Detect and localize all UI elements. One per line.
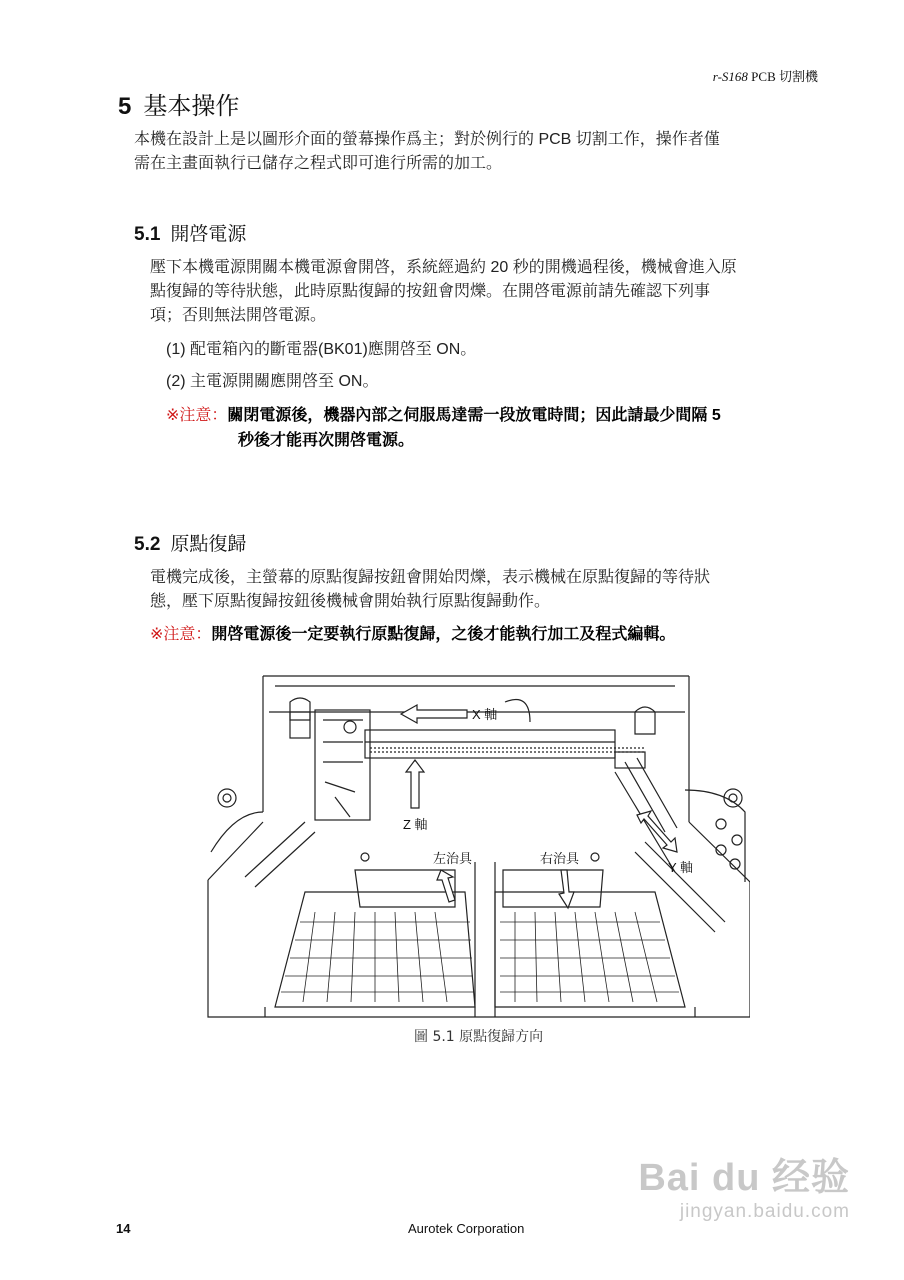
section-5-intro	[134, 128, 814, 176]
body-line: 點復歸的等待狀態，此時原點復歸的按鈕會閃爍。在開啓電源前請先確認下列事	[150, 283, 711, 300]
z-axis-arrow	[406, 760, 424, 808]
left-fixture-label: 左治具	[433, 851, 473, 866]
section-5-2-body	[150, 566, 830, 614]
body-line: 壓下本機電源開關本機電源會開啓，系統經過約 20 秒的開機過程後，機械會進入原	[150, 259, 737, 276]
watermark-url: jingyan.baidu.com	[679, 1201, 850, 1222]
section-title: 原點復歸	[170, 534, 247, 555]
frame-outline	[263, 676, 689, 822]
body-line: 電機完成後，主螢幕的原點復歸按鈕會開始閃爍，表示機械在原點復歸的等待狀	[150, 569, 711, 586]
x-axis-label: X 軸	[472, 707, 498, 722]
right-fixture	[503, 870, 603, 907]
section-5-1-body	[150, 256, 830, 328]
z-axis-label: Z 軸	[403, 817, 428, 832]
intro-line: 需在主畫面執行已儲存之程式即可進行所需的加工。	[134, 155, 503, 172]
running-header	[713, 66, 818, 85]
section-number: 5	[118, 93, 132, 120]
emergency-button-left	[218, 789, 236, 807]
caution-text: 關閉電源後，機器內部之伺服馬達需一段放電時間；因此請最少間隔 5	[227, 407, 721, 424]
section-number: 5.2	[134, 534, 161, 555]
caution-note	[166, 403, 721, 453]
spindle-head	[315, 710, 370, 820]
caution-text: 秒後才能再次開啓電源。	[238, 432, 415, 449]
gantry-beam	[365, 730, 615, 758]
left-fixture-arrow	[437, 870, 455, 902]
list-item: (2) 主電源開關應開啓至 ON。	[166, 373, 379, 390]
caution-text: 開啓電源後一定要執行原點復歸，之後才能執行加工及程式編輯。	[211, 626, 676, 643]
caution-mark: ※注意：	[166, 407, 228, 424]
section-number: 5.1	[134, 224, 161, 245]
machine-figure	[205, 672, 750, 1024]
x-axis-arrow	[401, 705, 467, 723]
figure-caption: 圖 5.1 原點復歸方向	[414, 1029, 544, 1045]
caution-note	[150, 622, 675, 647]
section-5-2-heading	[134, 529, 246, 556]
list-item: (1) 配電箱內的斷電器(BK01)應開啓至 ON。	[166, 341, 477, 358]
page-number: 14	[116, 1221, 131, 1236]
model-name: r-S168	[712, 69, 748, 84]
footer-company: Aurotek Corporation	[408, 1221, 525, 1236]
y-axis-label: Y 軸	[668, 860, 694, 875]
watermark-logo: Bai du 经验	[638, 1157, 850, 1199]
right-fixture-label: 右治具	[540, 851, 580, 866]
section-5-1-heading	[134, 219, 246, 246]
right-fixture-arrow	[559, 870, 574, 908]
body-line: 項；否則無法開啓電源。	[150, 307, 327, 324]
section-5-heading	[118, 86, 239, 121]
section-title: 開啓電源	[170, 224, 247, 245]
section-title: 基本操作	[143, 93, 240, 120]
intro-line: 本機在設計上是以圖形介面的螢幕操作爲主；對於例行的 PCB 切割工作，操作者僅	[134, 131, 720, 148]
watermark	[638, 1146, 850, 1223]
caution-mark: ※注意：	[150, 626, 212, 643]
body-line: 態，壓下原點復歸按鈕後機械會開始執行原點復歸動作。	[150, 593, 551, 610]
header-title: PCB 切割機	[751, 69, 818, 84]
